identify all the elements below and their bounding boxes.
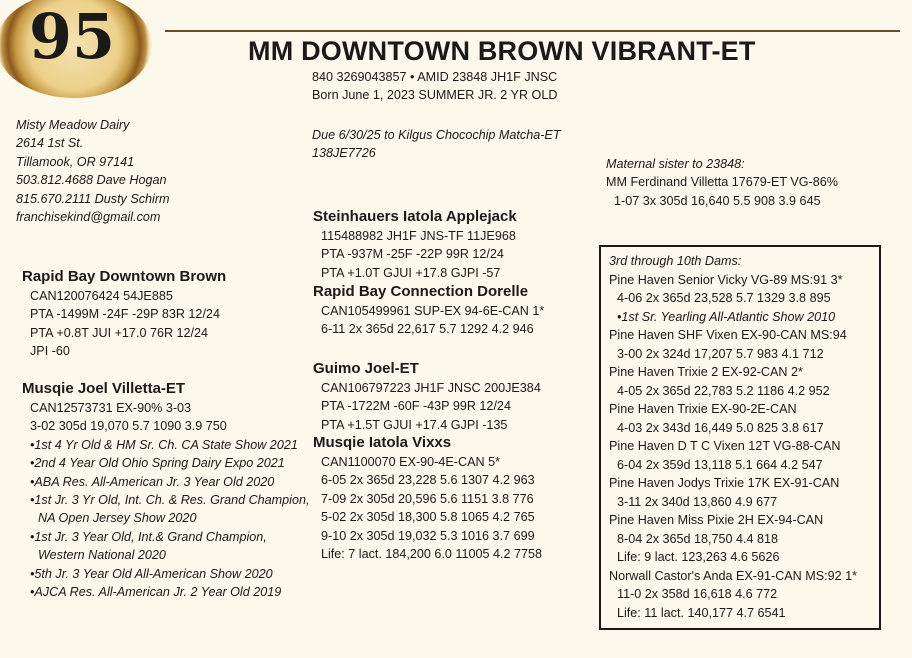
ancestor-dam-record: 4-05 2x 365d 22,783 5.2 1186 4.2 952 [617, 383, 830, 398]
ancestor-dam-name: Pine Haven Senior Vicky VG-89 MS:91 3* [609, 272, 843, 287]
reg-line: 840 3269043857 • AMID 23848 JH1F JNSC [312, 70, 558, 84]
dam-sire-line: PTA +1.5T GJUI +17.4 GJPI -135 [321, 417, 508, 432]
dam-line: 3-02 305d 19,070 5.7 1090 3.9 750 [30, 419, 227, 434]
due-line: Due 6/30/25 to Kilgus Chocochip Matcha-ET [312, 128, 561, 142]
consignor-email: franchisekind@gmail.com [16, 210, 161, 225]
registration-info [312, 68, 557, 105]
maternal-sister-label: Maternal sister to 23848: [606, 157, 745, 171]
dam-dam-line: 5-02 2x 305d 18,300 5.8 1065 4.2 765 [321, 510, 535, 525]
dam-block [22, 379, 310, 601]
dam-dam-name: Musqie Iatola Vixxs [313, 434, 452, 451]
dam-award: •5th Jr. 3 Year Old All-American Show 2020 [30, 566, 273, 581]
sire-dam-line: CAN105499961 SUP-EX 94-6E-CAN 1* [321, 304, 545, 318]
dam-dam-line: CAN1100070 EX-90-4E-CAN 5* [321, 455, 500, 469]
consignor-phone-2: 815.670.2111 Dusty Schirm [16, 191, 170, 206]
dam-award: •1st 4 Yr Old & HM Sr. Ch. CA State Show 2021 [30, 437, 298, 452]
consignor-street: 2614 1st St. [16, 136, 84, 151]
consignor-phone-1: 503.812.4688 Dave Hogan [16, 173, 167, 188]
sire-sire-line: PTA +1.0T GJUI +17.8 GJPI -57 [321, 265, 501, 280]
title-rule [165, 30, 900, 32]
ancestor-dam-record: 8-04 2x 365d 18,750 4.4 818 [617, 531, 779, 546]
animal-title: MM DOWNTOWN BROWN VIBRANT-ET [248, 36, 756, 66]
ancestor-dam-record: 4-03 2x 343d 16,449 5.0 825 3.8 617 [617, 420, 824, 435]
dam-dam-line: 7-09 2x 305d 20,596 5.6 1151 3.8 776 [321, 491, 534, 506]
ancestor-dam-record: 3-11 2x 340d 13,860 4.9 677 [617, 494, 778, 509]
dam-name: Musqie Joel Villetta-ET [22, 380, 186, 397]
ancestor-dam-name: Pine Haven Miss Pixie 2H EX-94-CAN [609, 513, 824, 527]
due-info [312, 126, 561, 163]
due-sire-code: 138JE7726 [312, 146, 376, 161]
consignor-info [16, 116, 170, 226]
dam-award: •AJCA Res. All-American Jr. 2 Year Old 2019 [30, 585, 282, 600]
born-line: Born June 1, 2023 SUMMER JR. 2 YR OLD [312, 88, 558, 103]
sire-name: Rapid Bay Downtown Brown [22, 268, 227, 285]
consignor-city: Tillamook, OR 97141 [16, 154, 135, 169]
dam-dam-line: 6-05 2x 365d 23,228 5.6 1307 4.2 963 [321, 473, 535, 488]
sire-sire-line: PTA -937M -25F -22P 99R 12/24 [321, 247, 504, 262]
ancestor-dam-name: Pine Haven D T C Vixen 12T VG-88-CAN [609, 439, 841, 453]
dam-sire-name: Guimo Joel-ET [313, 360, 419, 377]
dam-award: •2nd 4 Year Old Ohio Spring Dairy Expo 2021 [30, 456, 285, 471]
maternal-sister-name: MM Ferdinand Villetta 17679-ET VG-86% [606, 175, 838, 190]
ancestor-dam-record: Life: 9 lact. 123,263 4.6 5626 [617, 550, 780, 564]
dam-sire-line: PTA -1722M -60F -43P 99R 12/24 [321, 399, 511, 414]
lot-number: 95 [28, 0, 116, 73]
extended-dams-heading: 3rd through 10th Dams: [609, 254, 742, 268]
dam-award: •ABA Res. All-American Jr. 3 Year Old 2020 [30, 474, 275, 489]
dam-award: •1st Jr. 3 Year Old, Int.& Grand Champion, [30, 529, 267, 544]
maternal-sister [606, 155, 838, 210]
dam-sire-block [313, 359, 541, 434]
dam-dam-line: Life: 7 lact. 184,200 6.0 11005 4.2 7758 [321, 547, 543, 562]
ancestor-dam-record: 3-00 2x 324d 17,207 5.7 983 4.1 712 [617, 346, 824, 361]
ancestor-dam-record: 6-04 2x 359d 13,118 5.1 664 4.2 547 [617, 457, 823, 472]
sire-sire-line: 115488982 JH1F JNS-TF 11JE968 [321, 229, 516, 243]
sire-dam-block [313, 282, 544, 339]
ancestor-dam-name: Pine Haven Trixie 2 EX-92-CAN 2* [609, 365, 803, 379]
lot-badge [0, 0, 152, 98]
dam-award: NA Open Jersey Show 2020 [38, 511, 197, 526]
ancestor-dam-name: Norwall Castor's Anda EX-91-CAN MS:92 1* [609, 568, 858, 583]
dam-line: CAN12573731 EX-90% 3-03 [30, 401, 192, 415]
ancestor-dam-name: Pine Haven Jodys Trixie 17K EX-91-CAN [609, 476, 840, 490]
sire-dam-line: 6-11 2x 365d 22,617 5.7 1292 4.2 946 [321, 322, 534, 337]
ancestor-dam-record: 4-06 2x 365d 23,528 5.7 1329 3.8 895 [617, 291, 831, 305]
ancestor-dam-name: Pine Haven Trixie EX-90-2E-CAN [609, 402, 797, 416]
dam-dam-block [313, 433, 542, 563]
ancestor-dam-record: Life: 11 lact. 140,177 4.7 6541 [617, 605, 786, 620]
ancestor-dam-name: Pine Haven SHF Vixen EX-90-CAN MS:94 [609, 328, 847, 342]
sire-sire-block [313, 207, 517, 282]
sire-line: JPI -60 [30, 344, 70, 359]
sire-line: CAN120076424 54JE885 [30, 289, 173, 303]
dam-award: •1st Jr. 3 Yr Old, Int. Ch. & Res. Grand Champion, [30, 493, 310, 508]
dam-sire-line: CAN106797223 JH1F JNSC 200JE384 [321, 381, 541, 395]
sire-line: PTA +0.8T JUI +17.0 76R 12/24 [30, 325, 209, 340]
sire-sire-name: Steinhauers Iatola Applejack [313, 208, 517, 225]
maternal-sister-record: 1-07 3x 305d 16,640 5.5 908 3.9 645 [614, 193, 821, 208]
ancestor-dam-record: 11-0 2x 358d 16,618 4.6 772 [617, 587, 778, 601]
sire-block [22, 267, 226, 361]
consignor-name: Misty Meadow Dairy [16, 118, 130, 132]
dam-dam-line: 9-10 2x 305d 19,032 5.3 1016 3.7 699 [321, 528, 535, 543]
extended-dams [609, 252, 857, 622]
dam-award: Western National 2020 [38, 548, 166, 563]
ancestor-dam-award: •1st Sr. Yearling All-Atlantic Show 2010 [617, 309, 836, 324]
sire-line: PTA -1499M -24F -29P 83R 12/24 [30, 307, 220, 322]
sire-dam-name: Rapid Bay Connection Dorelle [313, 283, 529, 300]
